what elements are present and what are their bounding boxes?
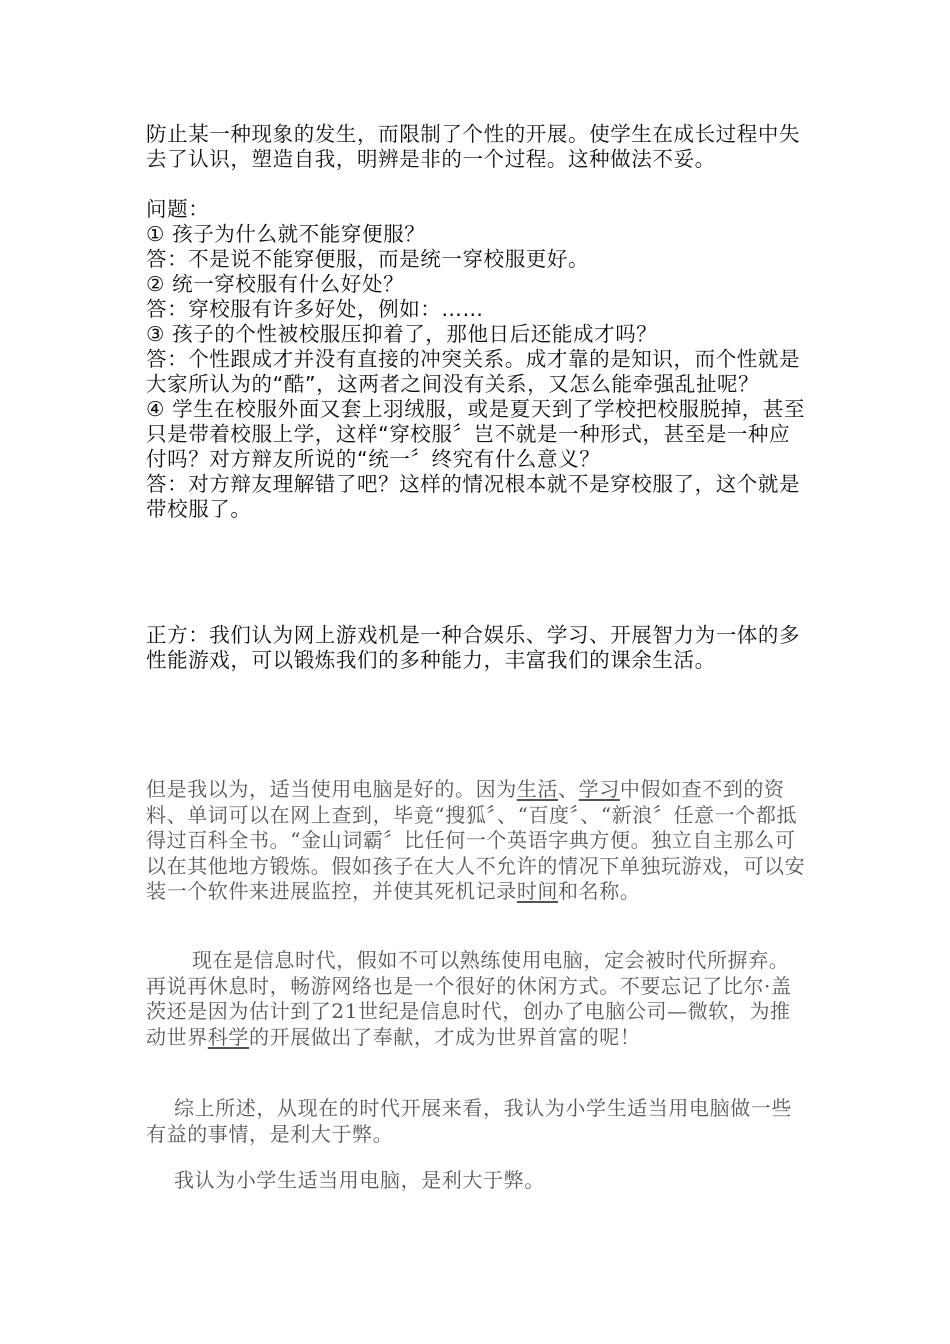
opening-section	[146, 122, 806, 172]
link-science[interactable]: 科学	[207, 1024, 250, 1049]
essay-paragraph-3	[146, 1096, 806, 1147]
question-3: ③ 孩子的个性被校服压抑着了，那他日后还能成才吗？	[146, 322, 658, 346]
essay-text: 的开展做出了奉献，才成为世界首富的呢！	[249, 1024, 641, 1049]
link-life[interactable]: 生活	[516, 777, 559, 801]
answer-4: 答：对方辩友理解错了吧？这样的情况根本就不是穿校服了，这个就是带校服了。	[146, 472, 801, 521]
link-study[interactable]: 学习	[578, 777, 620, 801]
conclusion-paragraph: 综上所述，从现在的时代开展来看，我认为小学生适当用电脑做一些有益的事情，是利大于弊。	[146, 1096, 792, 1146]
opening-paragraph: 防止某一种现象的发生，而限制了个性的开展。使学生在成长过程中失去了认识，塑造自我，明辨是非的一个过程。这种做法不妥。	[146, 122, 801, 171]
essay-paragraph-4	[146, 1168, 806, 1194]
link-time[interactable]: 时间	[516, 879, 559, 903]
question-2: ② 统一穿校服有什么好处？	[146, 272, 405, 296]
qa-heading: 问题：	[146, 197, 210, 221]
essay-text: 中假如查不到的资料、单词可以在网上查到，毕竟“搜狐〞、“百度〞、“新浪〞任意一个都抵得过百科全书。“金山词霸〞比任何一个英语字典方便。独立自主那么可以在其他地方锻炼。假如孩子在大人不允许的情况下单独玩游戏，可以安装一个软件来进展监控，并使其死机记录	[146, 777, 806, 903]
essay-text: 和名称。	[558, 879, 641, 903]
affirmative-statement: 正方：我们认为网上游戏机是一种合娱乐、学习、开展智力为一体的多性能游戏，可以锻炼我们的多种能力，丰富我们的课余生活。	[146, 623, 801, 672]
answer-1: 答：不是说不能穿便服，而是统一穿校服更好。	[146, 247, 590, 271]
question-1: ① 孩子为什么就不能穿便服？	[146, 222, 426, 246]
essay-paragraph-2	[146, 948, 806, 1050]
essay-text: 、	[558, 777, 579, 801]
essay-paragraph-1	[146, 777, 806, 905]
final-statement: 我认为小学生适当用电脑，是利大于弊。	[174, 1168, 545, 1192]
qa-section	[146, 197, 806, 522]
affirmative-section	[146, 623, 806, 673]
answer-3: 答：个性跟成才并没有直接的冲突关系。成才靠的是知识，而个性就是大家所认为的“酷”，这两者之间没有关系，又怎么能牵强乱扯呢？	[146, 347, 801, 396]
essay-text: 现在是信息时代，假如不可以熟练使用电脑，定会被时代所摒弃。再说再休息时，畅游网络也是一个很好的休闲方式。不要忘记了比尔·盖茨还是因为估计到了21世纪是信息时代，创办了电脑公司—微软，为推动世界	[146, 948, 792, 1049]
essay-text: 但是我以为，适当使用电脑是好的。因为	[146, 777, 517, 801]
answer-2: 答：穿校服有许多好处，例如：……	[146, 297, 484, 321]
question-4: ④ 学生在校服外面又套上羽绒服，或是夏天到了学校把校服脱掉，甚至只是带着校服上学，这样“穿校服〞岂不就是一种形式，甚至是一种应付吗？对方辩友所说的“统一〞终究有什么意义？	[146, 397, 806, 471]
